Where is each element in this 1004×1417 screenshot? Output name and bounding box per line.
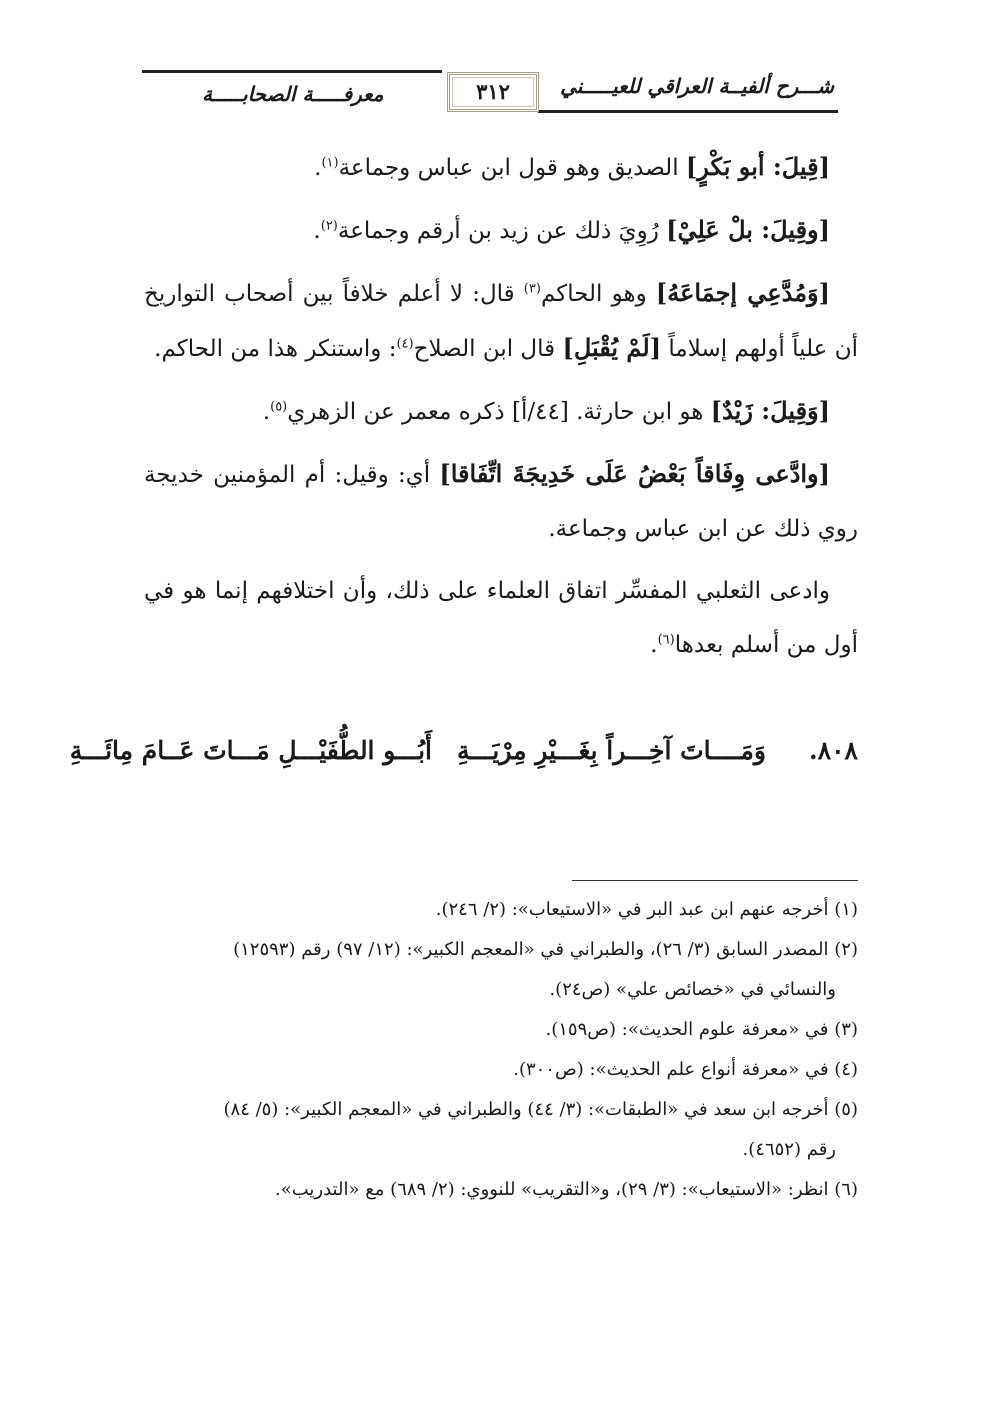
footnote-continuation: والنسائي في «خصائص علي» (ص٢٤). xyxy=(549,979,836,1000)
footnote-text: (١) أخرجه عنهم ابن عبد البر في «الاستيعاب»: (٢/ ٢٤٦). xyxy=(435,899,858,920)
book-title: شـــرح ألفيــة العراقي للعيـــــني xyxy=(560,74,834,98)
footnote-separator xyxy=(572,880,858,881)
paragraph-4 xyxy=(144,384,858,439)
paragraph-1 xyxy=(144,140,858,195)
header-rule-left xyxy=(142,70,442,73)
main-text xyxy=(144,140,858,680)
paragraph-text: وهو الحاكم xyxy=(540,281,656,307)
footnote-text: (٣) في «معرفة علوم الحديث»: (ص١٥٩). xyxy=(545,1019,858,1040)
footnote-ref[interactable]: (٥) xyxy=(270,399,288,415)
punctuation: . xyxy=(313,218,321,244)
footnote-text: (٥) أخرجه ابن سعد في «الطبقات»: (٣/ ٤٤) والطبراني في «المعجم الكبير»: (٥/ ٨٤) xyxy=(223,1099,858,1120)
paragraph-text: أي: وقيل: أم المؤمنين خديجة روي ذلك عن ابن عباس وجماعة. xyxy=(144,462,858,542)
page-number: ٣١٢ xyxy=(447,72,539,112)
footnote-text: (٢) المصدر السابق (٣/ ٢٦)، والطبراني في «المعجم الكبير»: (١٢/ ٩٧) رقم (١٢٥٩٣) xyxy=(233,939,858,960)
footnote-text: (٦) انظر: «الاستيعاب»: (٣/ ٢٩)، و«التقريب» للنووي: (٢/ ٦٨٩) مع «التدريب». xyxy=(275,1179,858,1200)
paragraph-3 xyxy=(144,266,858,376)
footnote-2 xyxy=(144,930,858,1010)
footnote-ref[interactable]: (٤) xyxy=(396,336,414,352)
paragraph-text: قال ابن الصلاح xyxy=(413,336,563,362)
paragraph-text: قال: لا أعلم خلافاً بين أصحاب التواريخ أن علياً أولهم إسلاماً xyxy=(144,281,858,362)
footnote-6 xyxy=(144,1170,858,1210)
verse-quote: [وادَّعى وِفَاقاً بَعْضُ عَلَى خَدِيجَةَ اتِّفَاقا] xyxy=(439,459,830,488)
verse-hemistich-first: وَمَــــاتَ آخِـــراً بِغَـــيْرِ مِرْيَـــةِ xyxy=(457,736,766,765)
punctuation: . xyxy=(262,399,271,425)
verse-808 xyxy=(69,736,858,776)
verse-quote: [قِيلَ: أبو بَكْرٍ] xyxy=(685,152,830,181)
footnote-5 xyxy=(144,1090,858,1170)
punctuation: . xyxy=(650,632,658,658)
footnote-text: (٤) في «معرفة أنواع علم الحديث»: (ص٣٠٠). xyxy=(513,1059,858,1080)
footnote-ref[interactable]: (٣) xyxy=(523,281,541,297)
paragraph-text: : واستنكر هذا من الحاكم. xyxy=(154,336,397,362)
verse-hemistich-second: أَبُـــو الطُّفَيْـــلِ مَـــاتَ عَــامَ مِائَـــةِ xyxy=(69,736,432,765)
footnote-ref[interactable]: (٦) xyxy=(657,632,675,648)
page-header xyxy=(142,68,838,114)
footnotes xyxy=(144,890,858,1210)
footnote-ref[interactable]: (١) xyxy=(321,155,339,171)
verse-quote: [لَمْ يُقْبَلِ] xyxy=(562,333,662,362)
verse-quote: [وقِيلَ: بلْ عَلِيْ] xyxy=(666,215,830,244)
verse-number: ٨٠٨. xyxy=(808,736,858,765)
verse-quote: [وَمُدَّعِي إجمَاعَهُ] xyxy=(655,278,831,307)
paragraph-5 xyxy=(144,447,858,556)
paragraph-text: رُوِيَ ذلك عن زيد بن أرقم وجماعة xyxy=(337,218,667,244)
footnote-3 xyxy=(144,1010,858,1050)
paragraph-text: وادعى الثعلبي المفسِّر اتفاق العلماء على ذلك، وأن اختلافهم إنما هو في أول من أسلم بعدها xyxy=(144,578,858,658)
footnote-ref[interactable]: (٢) xyxy=(320,218,338,234)
paragraph-2 xyxy=(144,203,858,258)
verse-quote: [وَقِيلَ: زَيْدٌ] xyxy=(710,396,830,425)
section-title: معرفـــــة الصحابـــــة xyxy=(202,82,384,106)
footnote-4 xyxy=(144,1050,858,1090)
header-rule-right xyxy=(538,110,838,113)
paragraph-text: هو ابن حارثة. [٤٤/أ] ذكره معمر عن الزهري xyxy=(287,399,711,425)
paragraph-text: الصديق وهو قول ابن عباس وجماعة xyxy=(338,155,686,181)
paragraph-6 xyxy=(144,564,858,672)
footnote-1 xyxy=(144,890,858,930)
footnote-continuation: رقم (٤٦٥٢). xyxy=(742,1139,836,1160)
punctuation: . xyxy=(314,155,322,181)
